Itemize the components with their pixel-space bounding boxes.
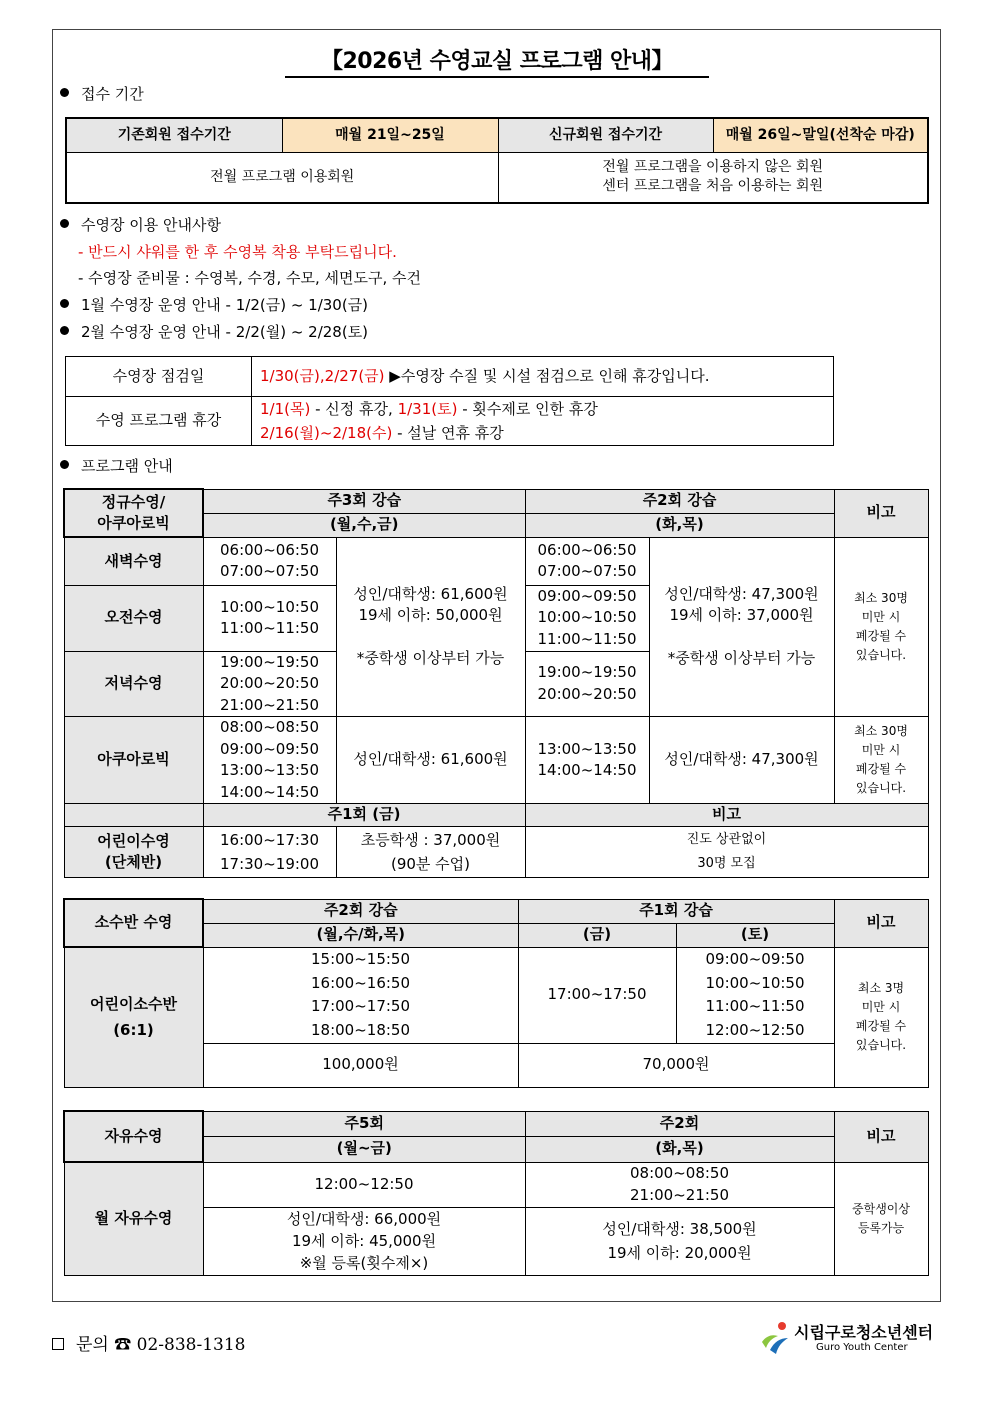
small-note-header: 비고 [834,899,928,947]
new-period: 매월 26일~말일(선착순 마감) [713,118,928,152]
morning-label: 오전수영 [64,585,203,651]
dawn-w3-times: 06:00~06:50 07:00~07:50 [203,537,336,585]
w3-price: 성인/대학생: 61,600원 19세 이하: 50,000원 *중학생 이상부터 가능 [336,537,525,717]
note-header: 비고 [834,489,928,537]
closure-table [65,356,834,446]
small-w1-price: 70,000원 [518,1043,834,1087]
kids-label: 어린이수영 (단체반) [64,827,203,878]
free-w5-price: 성인/대학생: 66,000원 19세 이하: 45,000원 ※월 등록(횟수제×) [203,1207,525,1275]
kids-small-label: 어린이소수반 (6:1) [64,947,203,1087]
new-label: 신규회원 접수기간 [498,118,713,152]
new-desc: 전월 프로그램을 이용하지 않은 회원 센터 프로그램을 처음 이용하는 회원 [498,152,928,203]
free-w2-header: 주2회 [525,1111,834,1136]
inspection-label: 수영장 점검일 [66,357,252,397]
morning-w2-times: 09:00~09:50 10:00~10:50 11:00~11:50 [525,585,649,651]
bullet-icon [60,299,69,308]
w3-days: (월,수,금) [203,513,525,537]
supplies-notice: - 수영장 준비물 : 수영복, 수경, 수모, 세면도구, 수건 [78,269,421,287]
w3-header: 주3회 강습 [203,489,525,513]
small-w2-days: (월,수/화,목) [203,923,518,947]
page-title: 【2026년 수영교실 프로그램 안내】 [285,46,709,78]
feb-schedule: 2월 수영장 운영 안내 - 2/2(월) ~ 2/28(토) [60,322,368,342]
existing-desc: 전월 프로그램 이용회원 [66,152,498,203]
kids-price: 초등학생 : 37,000원 (90분 수업) [336,827,525,878]
bullet-icon [60,219,69,228]
bullet-icon [60,88,69,97]
small-fri-times: 17:00~17:50 [518,947,676,1043]
existing-period: 매월 21일~25일 [282,118,498,152]
bullet-icon [60,460,69,469]
pool-info-heading: 수영장 이용 안내사항 [60,215,221,235]
aqua-w3-times: 08:00~08:50 09:00~09:50 13:00~13:50 14:00~14:50 [203,717,336,804]
evening-w2-times: 19:00~19:50 20:00~20:50 [525,651,649,717]
evening-label: 저녁수영 [64,651,203,717]
small-w2-price: 100,000원 [203,1043,518,1087]
bullet-icon [60,326,69,335]
evening-w3-times: 19:00~19:50 20:00~20:50 21:00~21:50 [203,651,336,717]
registration-table [65,117,929,204]
aqua-note: 최소 30명 미만 시 폐강될 수 있습니다. [834,717,928,804]
w2-days: (화,목) [525,513,834,537]
kids-header-blank [64,804,203,827]
w1-header: 주1회 (금) [203,804,525,827]
free-w5-header: 주5회 [203,1111,525,1136]
free-w5-time: 12:00~12:50 [203,1162,525,1207]
holiday-info: 1/1(목) - 신정 휴강, 1/31(토) - 횟수제로 인한 휴강 2/16(월)~2/18(수) - 설날 연휴 휴강 [252,397,834,446]
shower-notice: - 반드시 샤워를 한 후 수영복 착용 부탁드립니다. [78,243,397,261]
kids-note: 진도 상관없이 30명 모집 [525,827,928,878]
org-name-ko: 시립구로청소년센터 [794,1323,934,1342]
small-class-label: 소수반 수영 [64,899,203,947]
dawn-w2-times: 06:00~06:50 07:00~07:50 [525,537,649,585]
holiday-label: 수영 프로그램 휴강 [66,397,252,446]
min-note: 최소 30명 미만 시 폐강될 수 있습니다. [834,537,928,717]
w2-header: 주2회 강습 [525,489,834,513]
free-eligibility: 중학생이상 등록가능 [834,1162,928,1275]
logo-icon [758,1320,792,1356]
small-w1-header: 주1회 강습 [518,899,834,923]
free-w2-time: 08:00~08:50 21:00~21:50 [525,1162,834,1207]
free-note-header: 비고 [834,1111,928,1162]
free-swim-table [63,1110,929,1276]
dawn-label: 새벽수영 [64,537,203,585]
free-w5-days: (월~금) [203,1136,525,1162]
small-sat: (토) [676,923,834,947]
contact-info: 문의 ☎ 02-838-1318 [52,1330,245,1355]
aqua-w3-price: 성인/대학생: 61,600원 [336,717,525,804]
small-class-table [63,898,929,1088]
morning-w3-times: 10:00~10:50 11:00~11:50 [203,585,336,651]
free-w2-days: (화,목) [525,1136,834,1162]
jan-schedule: 1월 수영장 운영 안내 - 1/2(금) ~ 1/30(금) [60,295,368,315]
checkbox-icon [52,1338,64,1350]
program-heading: 프로그램 안내 [60,456,173,476]
small-w2-header: 주2회 강습 [203,899,518,923]
free-swim-label: 자유수영 [64,1111,203,1162]
w2-price: 성인/대학생: 47,300원 19세 이하: 37,000원 *중학생 이상부터 가능 [649,537,834,717]
aqua-w2-times: 13:00~13:50 14:00~14:50 [525,717,649,804]
free-w2-price: 성인/대학생: 38,500원 19세 이하: 20,000원 [525,1207,834,1275]
program-col-header: 정규수영/ 아쿠아로빅 [64,489,203,537]
inspection-info: 1/30(금),2/27(금) ▶수영장 수질 및 시설 점검으로 인해 휴강입니다. [252,357,834,397]
existing-label: 기존회원 접수기간 [66,118,282,152]
org-logo [758,1318,948,1358]
registration-heading: 접수 기간 [60,84,144,104]
small-fri: (금) [518,923,676,947]
program-table [63,488,929,878]
monthly-free-swim-label: 월 자유수영 [64,1162,203,1275]
org-name-en: Guro Youth Center [816,1342,908,1353]
small-w2-times: 15:00~15:50 16:00~16:50 17:00~17:50 18:00~18:50 [203,947,518,1043]
aqua-w2-price: 성인/대학생: 47,300원 [649,717,834,804]
small-sat-times: 09:00~09:50 10:00~10:50 11:00~11:50 12:00~12:50 [676,947,834,1043]
kids-times: 16:00~17:30 17:30~19:00 [203,827,336,878]
aqua-label: 아쿠아로빅 [64,717,203,804]
small-min-note: 최소 3명 미만 시 폐강될 수 있습니다. [834,947,928,1087]
w1-note-header: 비고 [525,804,928,827]
